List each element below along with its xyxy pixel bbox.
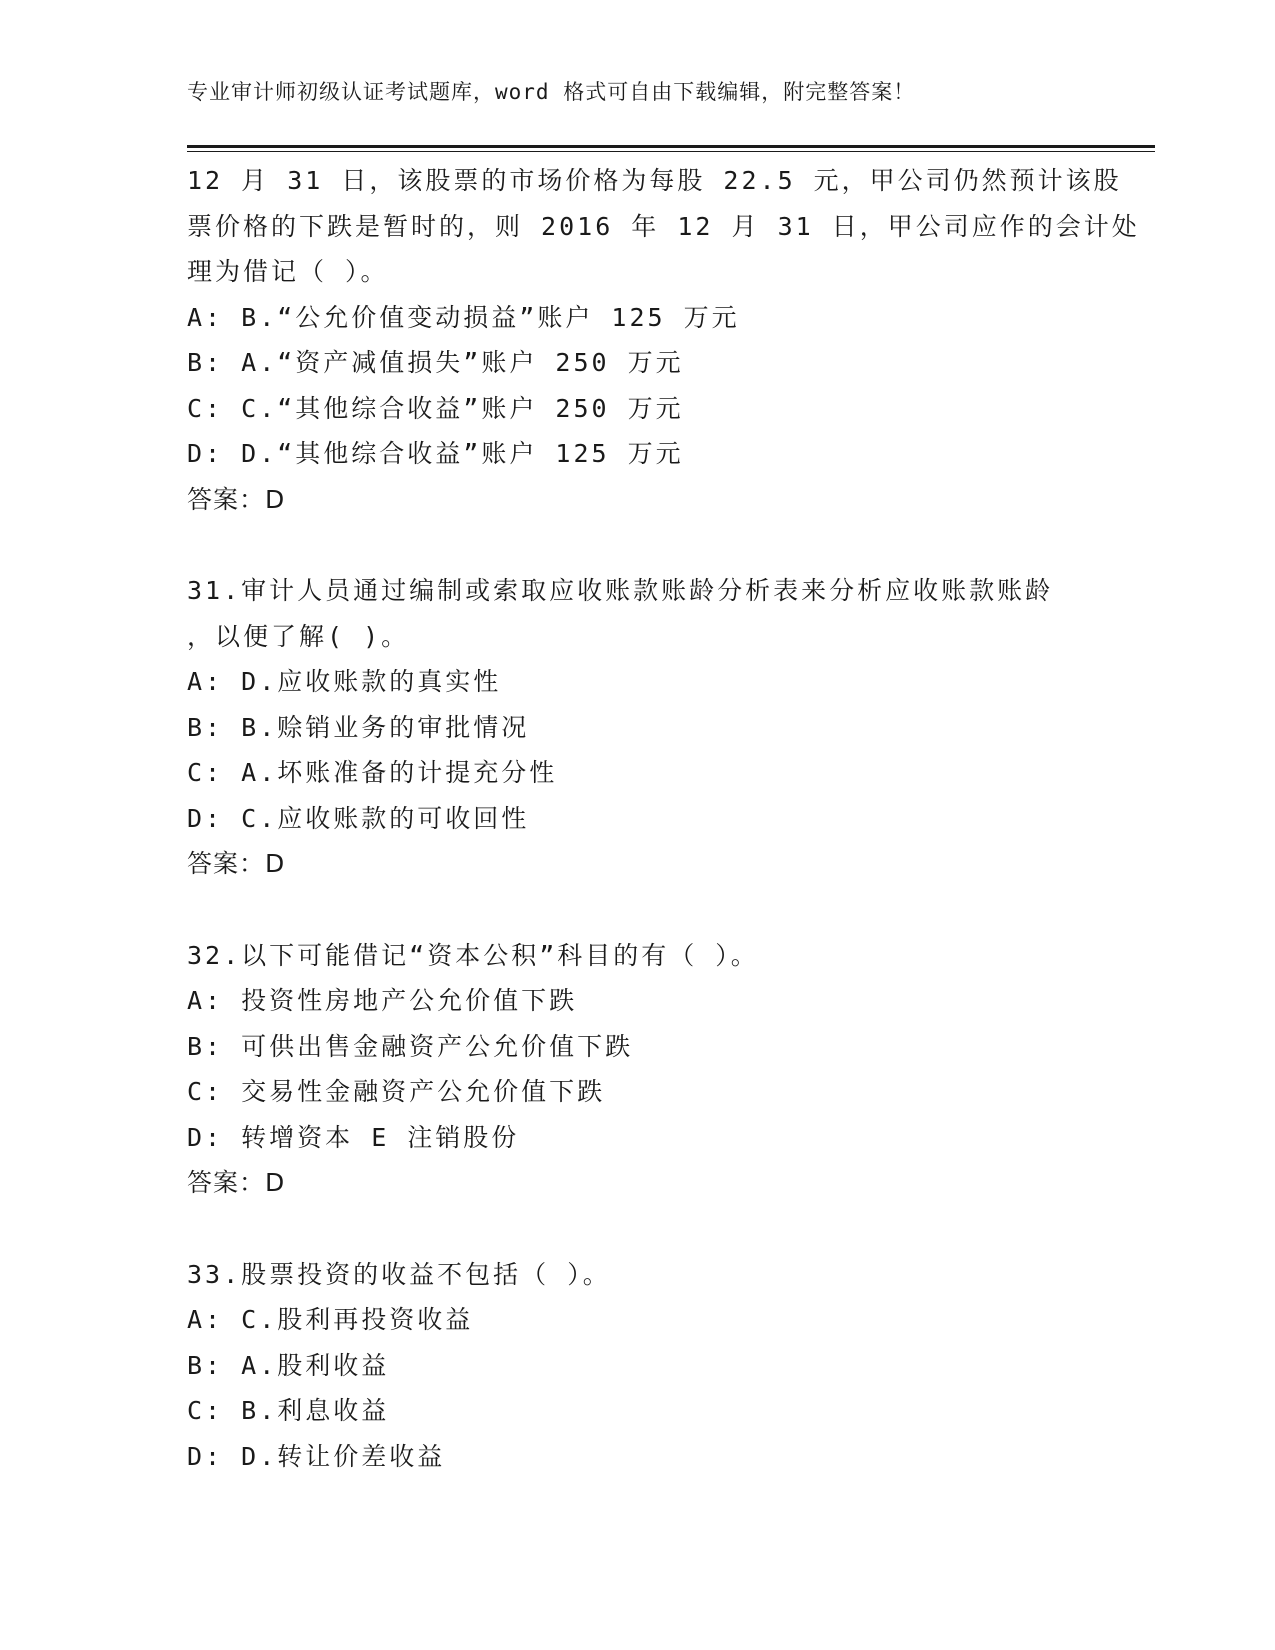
header-rule-thick <box>187 145 1155 148</box>
question-text-line: ，以便了解( )。 <box>187 621 410 651</box>
option-c: C: A.坏账准备的计提充分性 <box>187 758 558 787</box>
question-31-block <box>187 568 1087 887</box>
header-rule-thin <box>187 151 1155 152</box>
question-33-block <box>187 1252 1087 1480</box>
answer-line: 答案：D <box>187 849 286 878</box>
question-32-block <box>187 933 1087 1206</box>
option-b: B: A.“资产减值损失”账户 250 万元 <box>187 348 684 377</box>
answer-line: 答案：D <box>187 484 286 514</box>
option-d: D: 转增资本 E 注销股份 <box>187 1122 520 1152</box>
option-a: A: D.应收账款的真实性 <box>187 667 502 696</box>
option-b: B: 可供出售金融资产公允价值下跌 <box>187 1031 634 1061</box>
question-text-line: 31.审计人员通过编制或索取应收账款账龄分析表来分析应收账款账龄 <box>187 576 1054 605</box>
answer-line: 答案：D <box>187 1168 286 1197</box>
option-d: D: C.应收账款的可收回性 <box>187 803 530 833</box>
question-text-line: 12 月 31 日，该股票的市场价格为每股 22.5 元，甲公司仍然预计该股 <box>187 166 1122 195</box>
option-a: A: 投资性房地产公允价值下跌 <box>187 986 578 1015</box>
question-text-line: 32.以下可能借记“资本公积”科目的有（ ）。 <box>187 940 759 970</box>
option-a: A: B.“公允价值变动损益”账户 125 万元 <box>187 302 740 332</box>
question-text-line: 票价格的下跌是暂时的，则 2016 年 12 月 31 日，甲公司应作的会计处 <box>187 211 1140 241</box>
option-d: D: D.转让价差收益 <box>187 1441 446 1471</box>
option-b: B: B.赊销业务的审批情况 <box>187 712 530 742</box>
option-c: C: B.利息收益 <box>187 1396 390 1425</box>
option-c: C: 交易性金融资产公允价值下跌 <box>187 1077 606 1106</box>
option-b: B: A.股利收益 <box>187 1350 390 1380</box>
option-d: D: D.“其他综合收益”账户 125 万元 <box>187 439 684 468</box>
page-header: 专业审计师初级认证考试题库，word 格式可自由下载编辑，附完整答案！ <box>187 80 916 104</box>
option-c: C: C.“其他综合收益”账户 250 万元 <box>187 393 684 423</box>
question-text-line: 33.股票投资的收益不包括（ ）。 <box>187 1259 611 1289</box>
question-text-line: 理为借记（ ）。 <box>187 257 389 286</box>
question-content <box>187 158 1140 1479</box>
option-a: A: C.股利再投资收益 <box>187 1305 474 1334</box>
question-30-block <box>187 158 1140 522</box>
